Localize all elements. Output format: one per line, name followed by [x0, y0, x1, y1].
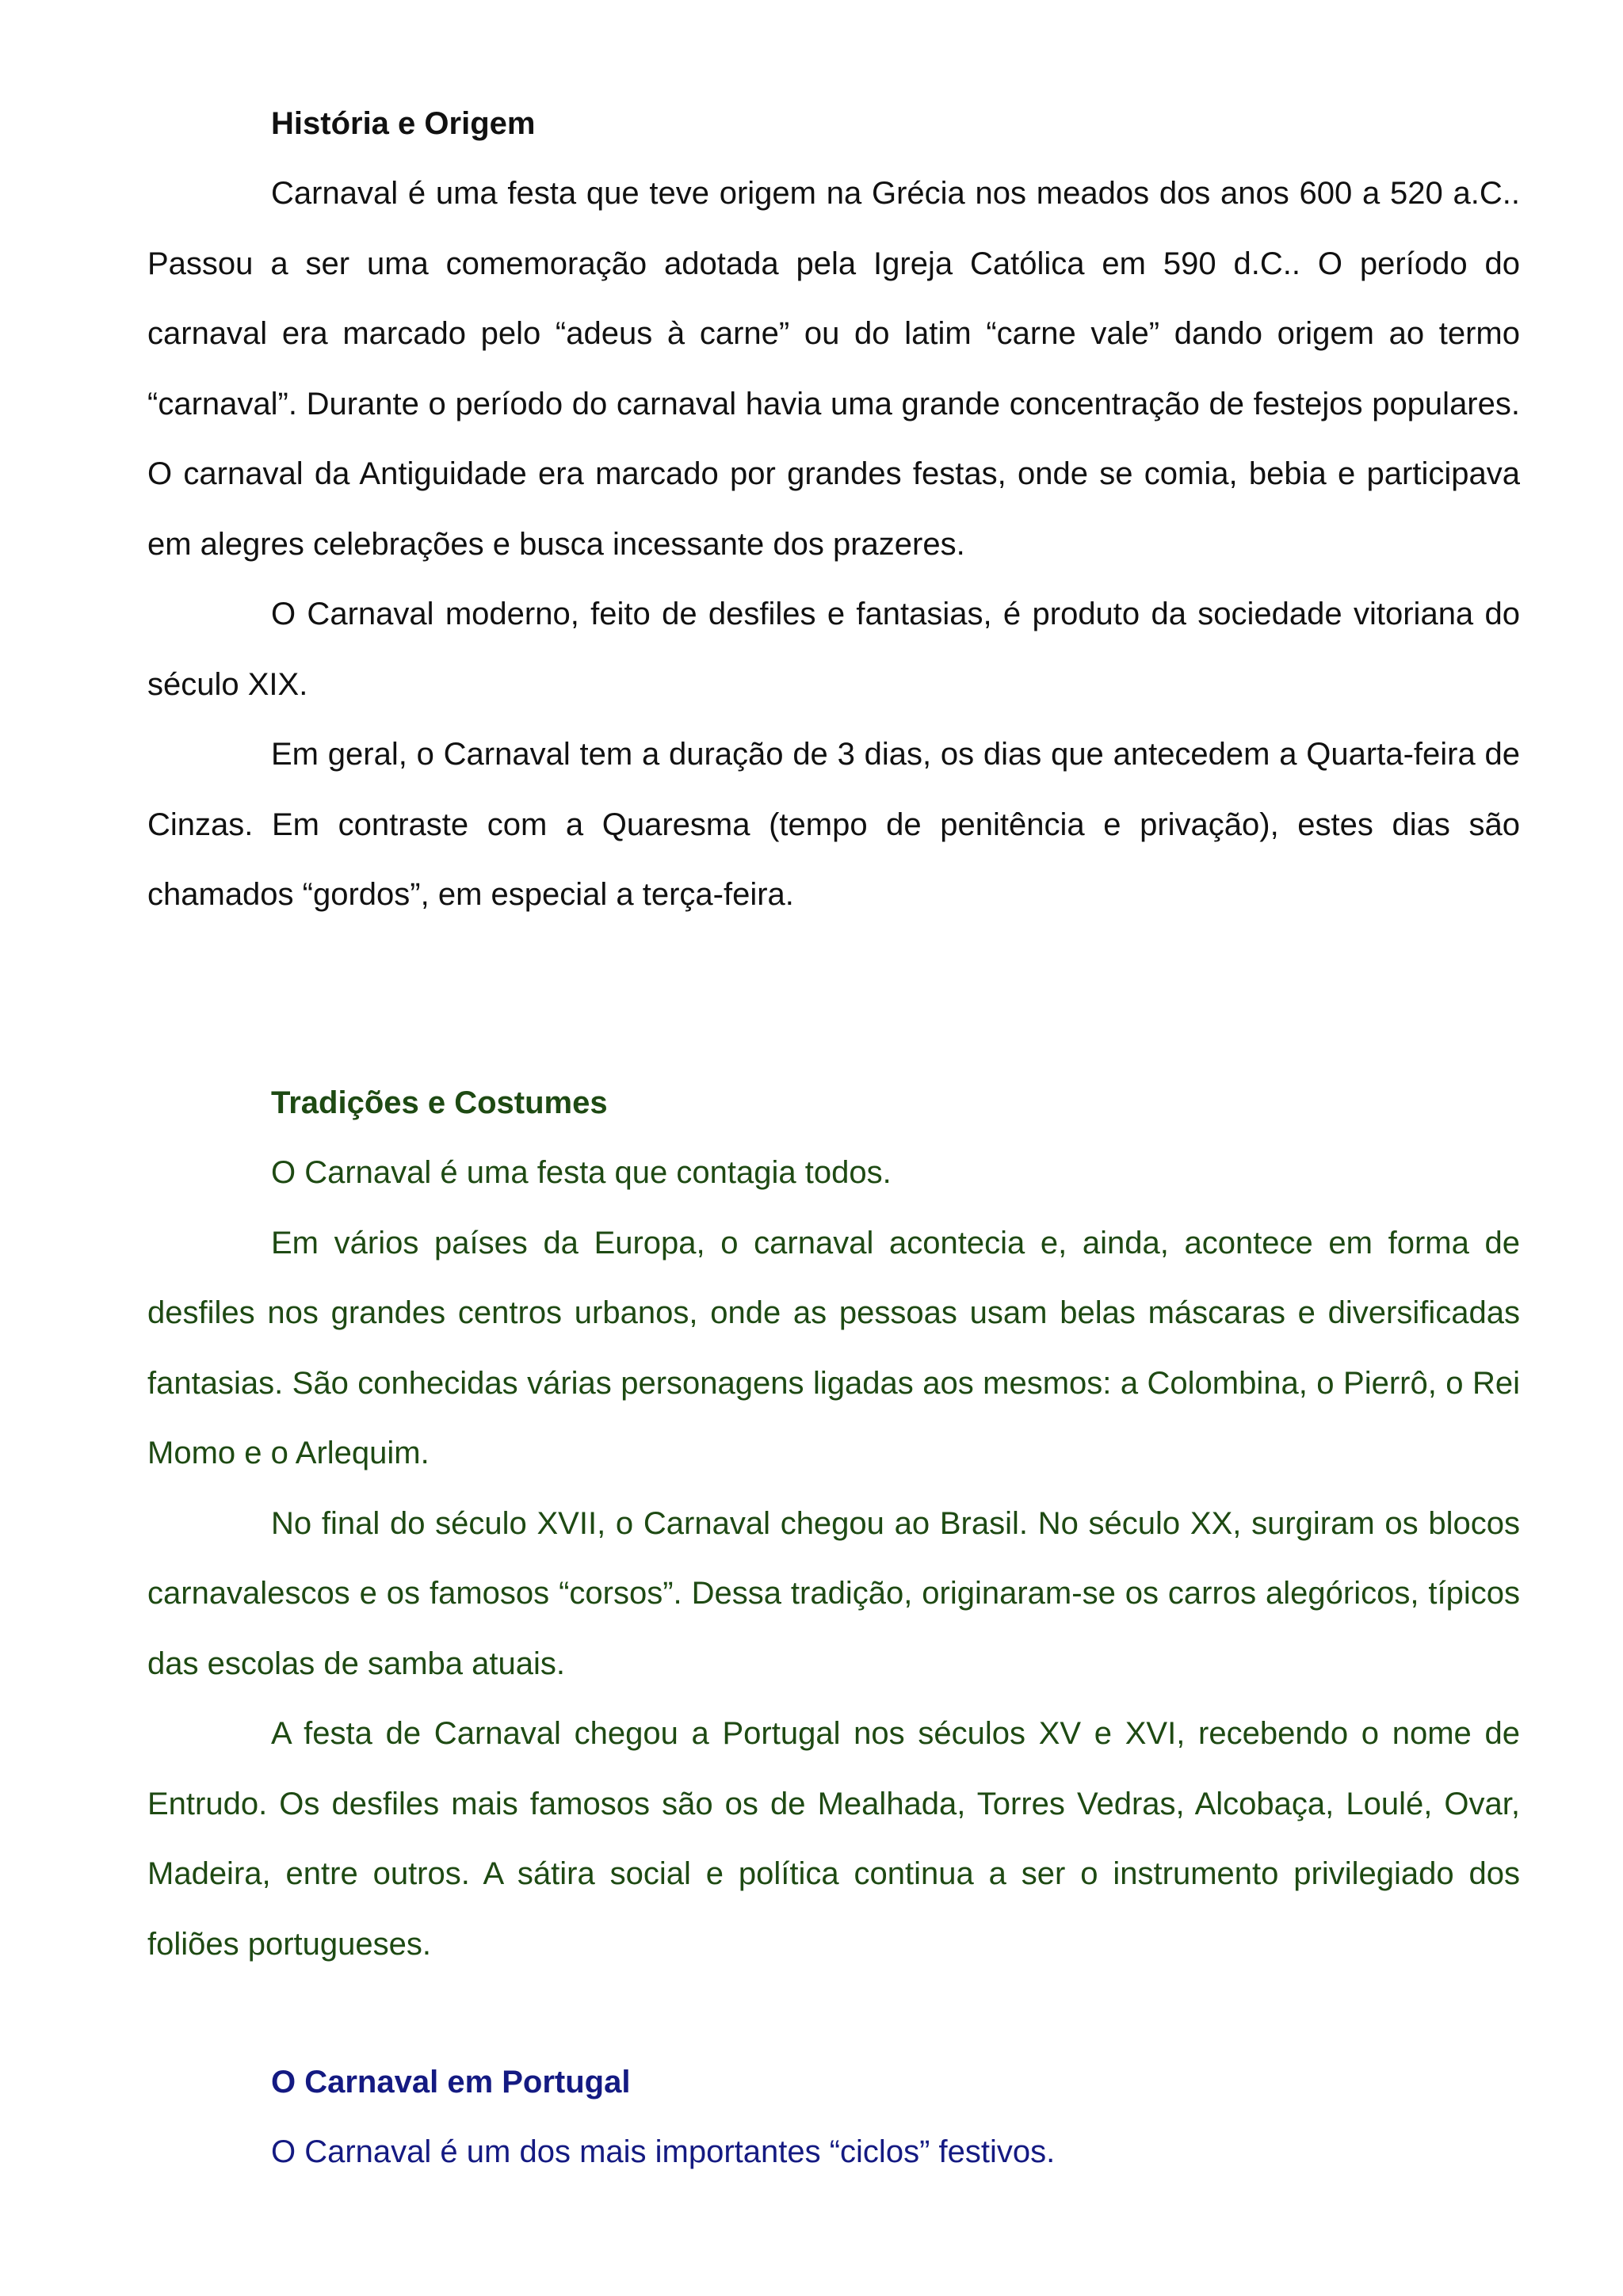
paragraph: Em vários países da Europa, o carnaval acontecia e, ainda, acontece em forma de desfiles nos grandes centros urbanos, onde as pessoas usam belas máscaras e diversificadas fantasias. São conhecidas várias personagens ligadas aos mesmos: a Colombina, o Pierrô, o Rei Momo e o Arlequim.	[147, 1225, 1520, 1470]
paragraph: Em geral, o Carnaval tem a duração de 3 dias, os dias que antecedem a Quarta-feira de Cinzas. Em contraste com a Quaresma (tempo de penitência e privação), estes dias são chamados “gordos”, em especial a terça-feira.	[147, 737, 1520, 912]
paragraph: O Carnaval moderno, feito de desfiles e fantasias, é produto da sociedade vitoriana do século XIX.	[147, 597, 1520, 702]
paragraph: O Carnaval é uma festa que contagia todos.	[271, 1155, 892, 1190]
section-heading: Tradições e Costumes	[271, 1085, 608, 1120]
paragraph: O Carnaval é um dos mais importantes “ciclos” festivos.	[271, 2134, 1056, 2169]
paragraph: No final do século XVII, o Carnaval chegou ao Brasil. No século XX, surgiram os blocos carnavalescos e os famosos “corsos”. Dessa tradição, originaram-se os carros alegóricos, típicos das escolas de samba atuais.	[147, 1505, 1520, 1681]
section-heading: História e Origem	[271, 106, 536, 141]
section-carnaval-em-portugal	[147, 2047, 1520, 2187]
section-heading: O Carnaval em Portugal	[271, 2065, 631, 2100]
paragraph: Carnaval é uma festa que teve origem na Grécia nos meados dos anos 600 a 520 a.C.. Passou a ser uma comemoração adotada pela Igreja Católica em 590 d.C.. O período do carnaval era marcado pelo “adeus à carne” ou do latim “carne vale” dando origem ao termo “carnaval”. Durante o período do carnaval havia uma grande concentração de festejos populares. O carnaval da Antiguidade era marcado por grandes festas, onde se comia, bebia e participava em alegres celebrações e busca incessante dos prazeres.	[147, 176, 1520, 562]
section-historia-e-origem	[147, 89, 1520, 930]
section-tradicoes-e-costumes	[147, 1068, 1520, 1979]
paragraph: A festa de Carnaval chegou a Portugal nos séculos XV e XVI, recebendo o nome de Entrudo. Os desfiles mais famosos são os de Mealhada, Torres Vedras, Alcobaça, Loulé, Ovar, Madeira, entre outros. A sátira social e política continua a ser o instrumento privilegiado dos foliões portugueses.	[147, 1716, 1520, 1962]
